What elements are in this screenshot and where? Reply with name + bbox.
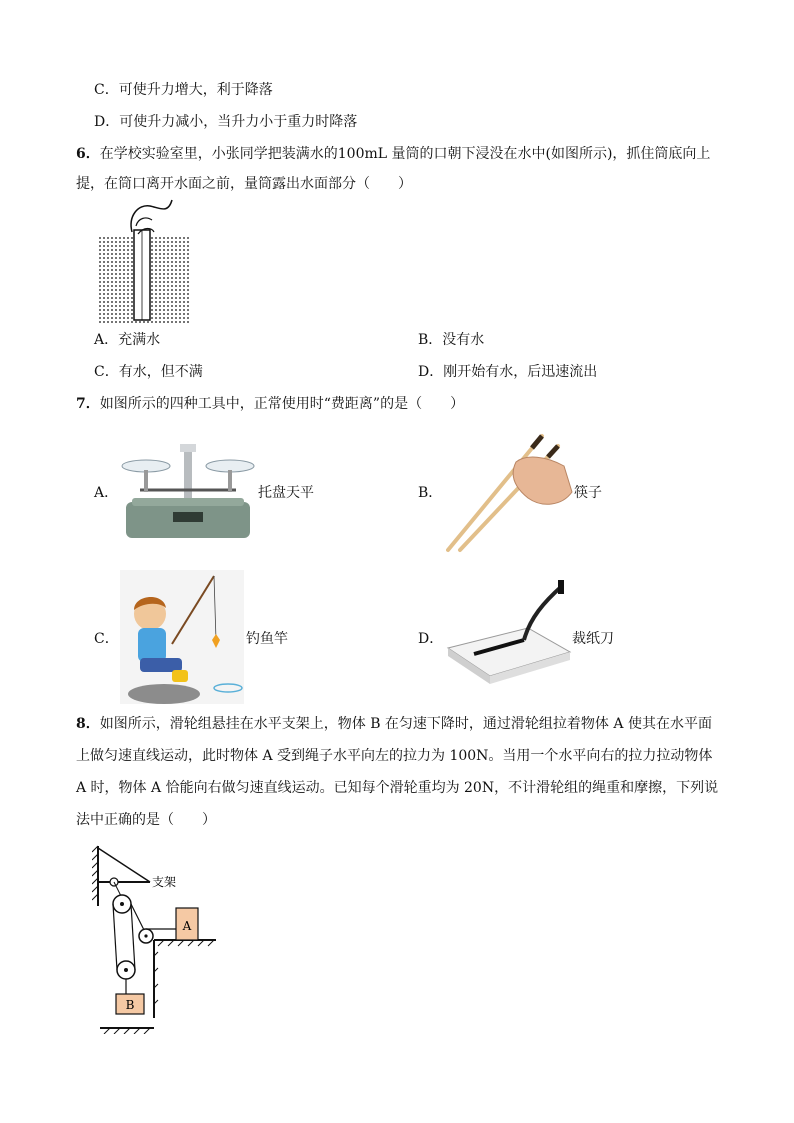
q8-stem-line2: 上做匀速直线运动，此时物体 A 受到绳子水平向左的拉力为 100N。当用一个水平向右的拉力拉动物体 [76,748,713,764]
q6-option-a: A．充满水 [94,332,161,348]
q7-option-a-label: 托盘天平 [258,485,314,501]
q6-option-c: C．有水，但不满 [94,364,203,380]
q7-option-b-letter: B． [418,485,443,501]
q7-option-b-label: 筷子 [574,485,602,501]
q6-number: 6． [76,146,100,162]
q7-option-c-letter: C． [94,631,119,647]
q8-number: 8． [76,716,100,732]
fishing-boy-image [120,570,244,704]
q6-option-d: D．刚开始有水，后迅速流出 [418,364,598,380]
q8-stem-line3: A 时，物体 A 恰能向右做匀速直线运动。已知每个滑轮重均为 20N，不计滑轮组的绳重和摩擦，下列说 [76,780,719,796]
q7-option-d-letter: D． [418,631,444,647]
q5-option-c: C．可使升力增大，利于降落 [94,82,273,98]
block-a-label: A [182,919,192,933]
q7-stem [76,394,464,414]
q5-option-d: D．可使升力减小，当升力小于重力时降落 [94,114,358,130]
q6-stem-line2: 提，在筒口离开水面之前，量筒露出水面部分（ ） [76,176,412,192]
pulley-system-diagram [92,842,228,1034]
q6-stem-line1 [76,144,710,164]
balance-scale-image [118,440,258,540]
hand-holding-chopsticks [513,457,572,504]
q8-text-line1: 如图所示，滑轮组悬挂在水平支架上，物体 B 在匀速下降时，通过滑轮组拉着物体 A 使其在水平面 [99,716,712,732]
q6-text-line1: 在学校实验室里，小张同学把装满水的100mL 量筒的口朝下浸没在水中(如图所示)，抓住筒底向上 [99,146,711,162]
block-b-label: B [125,998,135,1012]
q8-stem-line1 [76,714,712,734]
paper-cutter-image [444,578,572,690]
q7-number: 7． [76,396,100,412]
q7-option-a-letter: A． [94,485,119,501]
q7-option-c-label: 钓鱼竿 [246,631,288,647]
q6-cylinder-water-figure [94,196,194,326]
q7-text: 如图所示的四种工具中，正常使用时“费距离”的是（ ） [99,396,465,412]
q7-option-d-label: 裁纸刀 [572,631,614,647]
support-label: 支架 [152,875,177,889]
q6-option-b: B．没有水 [418,332,485,348]
q8-stem-line4: 法中正确的是（ ） [76,812,216,828]
chopsticks-image [446,432,574,554]
hand-outline [131,200,172,232]
